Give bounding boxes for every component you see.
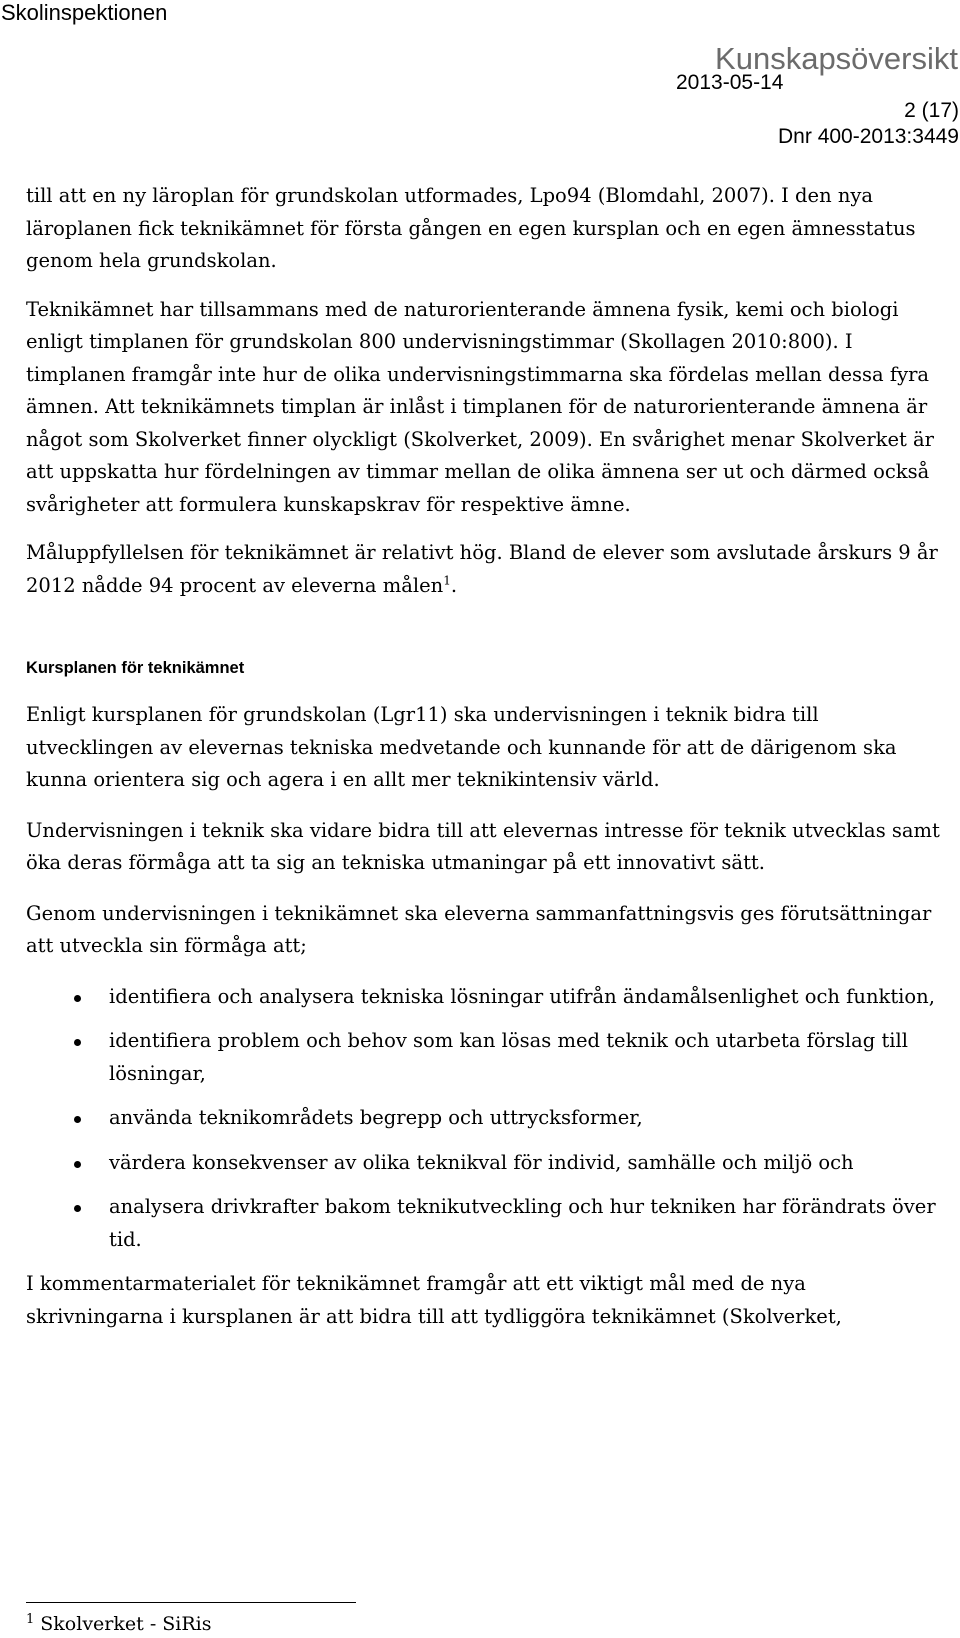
list-item-text: identifiera problem och behov som kan lösas med teknik och utarbeta förslag till lösningar, <box>109 1029 909 1085</box>
list-item <box>26 1102 946 1135</box>
bullet-icon <box>74 1161 81 1168</box>
body-paragraph-3 <box>26 537 946 602</box>
document-header <box>358 40 960 78</box>
bullet-icon <box>74 1205 81 1212</box>
document-date: 2013-05-14 <box>676 71 784 94</box>
list-item <box>26 1025 946 1090</box>
section-paragraph-2: Undervisningen i teknik ska vidare bidra till att elevernas intresse för teknik utvecklas samt öka deras förmåga att ta sig an tekniska utmaningar på ett innovativt sätt. <box>26 818 940 874</box>
footnote-reference: 1 <box>443 573 451 587</box>
footnote <box>26 1611 212 1637</box>
list-item-text: identifiera och analysera tekniska lösningar utifrån ändamålsenlighet och funktion, <box>109 984 935 1008</box>
section-paragraph-4: I kommentarmaterialet för teknikämnet framgår att ett viktigt mål med de nya skrivningarna i kursplanen är att bidra till att tydliggöra teknikämnet (Skolverket, <box>26 1272 842 1328</box>
footnote-text: Skolverket - SiRis <box>40 1613 212 1635</box>
body-paragraph-1: till att en ny läroplan för grundskolan utformades, Lpo94 (Blomdahl, 2007). I den nya läroplanen fick teknikämnet för första gången en egen kursplan och en egen ämnesstatus genom hela grundskolan. <box>26 184 916 272</box>
section-paragraph-3: Genom undervisningen i teknikämnet ska eleverna sammanfattningsvis ges förutsättningar att utveckla sin förmåga att; <box>26 901 932 957</box>
bullet-icon <box>74 1116 81 1123</box>
document-body <box>26 180 946 1333</box>
bullet-icon <box>74 995 81 1002</box>
organization-name: Skolinspektionen <box>1 0 168 25</box>
body-paragraph-2: Teknikämnet har tillsammans med de naturorienterande ämnena fysik, kemi och biologi enligt timplanen för grundskolan 800 undervisningstimmar (Skollagen 2010:800). I timplanen framgår inte hur de olika undervisningstimmarna ska fördelas mellan dessa fyra ämnen. Att teknikämnets timplan är inlåst i timplanen för de naturorienterande ämnena är något som Skolverket finner olyckligt (Skolverket, 2009). En svårighet menar Skolverket är att uppskatta hur fördelningen av timmar mellan de olika ämnena ser ut och därmed också svårigheter att formulera kunskapskrav för respektive ämne. <box>26 297 934 516</box>
document-title: Kunskapsöversikt <box>715 41 958 76</box>
registration-number: Dnr 400-2013:3449 <box>778 125 959 148</box>
page-indicator: 2 (17) <box>904 99 959 122</box>
list-item-text: använda teknikområdets begrepp och uttrycksformer, <box>109 1106 643 1129</box>
bullet-icon <box>74 1039 81 1046</box>
list-item-text: analysera drivkrafter bakom teknikutveckling och hur tekniken har förändrats över tid. <box>109 1195 936 1251</box>
list-item-text: värdera konsekvenser av olika teknikval för individ, samhälle och miljö och <box>109 1150 854 1174</box>
section-heading: Kursplanen för teknikämnet <box>26 659 245 677</box>
body-paragraph-3-end: . <box>450 573 458 597</box>
list-item <box>26 1191 946 1256</box>
section-paragraph-1: Enligt kursplanen för grundskolan (Lgr11) ska undervisningen i teknik bidra till utvecklingen av elevernas tekniska medvetande och kunnande för att de därigenom ska kunna orientera sig och agera i en allt mer teknikintensiv värld. <box>26 703 897 791</box>
ability-list <box>26 981 946 1257</box>
list-item <box>26 981 946 1014</box>
list-item <box>26 1147 946 1180</box>
footnote-divider <box>26 1602 356 1603</box>
body-paragraph-3-text: Måluppfyllelsen för teknikämnet är relativt hög. Bland de elever som avslutade årskurs 9 år 2012 nådde 94 procent av eleverna målen <box>26 541 938 597</box>
footnote-number: 1 <box>26 1611 35 1627</box>
